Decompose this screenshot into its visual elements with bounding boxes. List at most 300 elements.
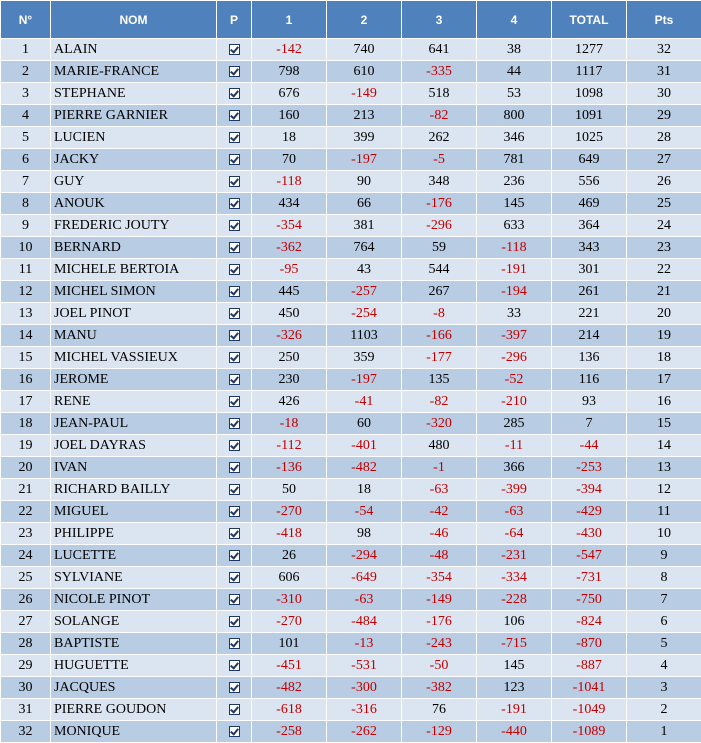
table-row bbox=[1, 281, 701, 303]
points-cell: 9 bbox=[627, 545, 701, 567]
round-1-cell: -418 bbox=[252, 523, 327, 545]
total-cell: 1025 bbox=[552, 127, 627, 149]
checked-checkbox-icon[interactable] bbox=[229, 528, 240, 539]
round-1-cell: 426 bbox=[252, 391, 327, 413]
round-2-cell: 213 bbox=[327, 105, 402, 127]
round-1-cell: -112 bbox=[252, 435, 327, 457]
round-1-cell: -95 bbox=[252, 259, 327, 281]
player-name-cell: MICHEL VASSIEUX bbox=[51, 347, 217, 369]
round-2-cell: 740 bbox=[327, 39, 402, 61]
round-2-cell: 90 bbox=[327, 171, 402, 193]
header-present: P bbox=[217, 1, 252, 39]
checked-checkbox-icon[interactable] bbox=[229, 110, 240, 121]
checked-checkbox-icon[interactable] bbox=[229, 308, 240, 319]
table-row bbox=[1, 501, 701, 523]
total-cell: 136 bbox=[552, 347, 627, 369]
round-4-cell: -210 bbox=[477, 391, 552, 413]
round-4-cell: -334 bbox=[477, 567, 552, 589]
table-row bbox=[1, 633, 701, 655]
header-rank: N° bbox=[1, 1, 51, 39]
table-row bbox=[1, 193, 701, 215]
points-cell: 8 bbox=[627, 567, 701, 589]
round-3-cell: -46 bbox=[402, 523, 477, 545]
total-cell: 7 bbox=[552, 413, 627, 435]
player-name-cell: SOLANGE bbox=[51, 611, 217, 633]
present-cell bbox=[217, 325, 252, 347]
round-1-cell: -326 bbox=[252, 325, 327, 347]
checked-checkbox-icon[interactable] bbox=[229, 660, 240, 671]
table-row bbox=[1, 171, 701, 193]
round-3-cell: -177 bbox=[402, 347, 477, 369]
round-1-cell: -18 bbox=[252, 413, 327, 435]
table-row bbox=[1, 105, 701, 127]
round-1-cell: -310 bbox=[252, 589, 327, 611]
round-2-cell: 98 bbox=[327, 523, 402, 545]
points-cell: 4 bbox=[627, 655, 701, 677]
rank-cell: 31 bbox=[1, 699, 51, 721]
player-name-cell: MIGUEL bbox=[51, 501, 217, 523]
player-name-cell: FREDERIC JOUTY bbox=[51, 215, 217, 237]
player-name-cell: JOEL PINOT bbox=[51, 303, 217, 325]
present-cell bbox=[217, 215, 252, 237]
round-4-cell: -64 bbox=[477, 523, 552, 545]
round-3-cell: -63 bbox=[402, 479, 477, 501]
table-row bbox=[1, 215, 701, 237]
header-round-2: 2 bbox=[327, 1, 402, 39]
round-2-cell: -54 bbox=[327, 501, 402, 523]
round-3-cell: 518 bbox=[402, 83, 477, 105]
round-1-cell: -258 bbox=[252, 721, 327, 743]
round-2-cell: 18 bbox=[327, 479, 402, 501]
total-cell: 1098 bbox=[552, 83, 627, 105]
points-cell: 29 bbox=[627, 105, 701, 127]
present-cell bbox=[217, 501, 252, 523]
present-cell bbox=[217, 413, 252, 435]
round-2-cell: 764 bbox=[327, 237, 402, 259]
points-cell: 17 bbox=[627, 369, 701, 391]
present-cell bbox=[217, 479, 252, 501]
points-cell: 18 bbox=[627, 347, 701, 369]
round-2-cell: 610 bbox=[327, 61, 402, 83]
player-name-cell: MICHEL SIMON bbox=[51, 281, 217, 303]
checked-checkbox-icon[interactable] bbox=[229, 330, 240, 341]
round-2-cell: -484 bbox=[327, 611, 402, 633]
points-cell: 20 bbox=[627, 303, 701, 325]
player-name-cell: ANOUK bbox=[51, 193, 217, 215]
player-name-cell: NICOLE PINOT bbox=[51, 589, 217, 611]
points-cell: 13 bbox=[627, 457, 701, 479]
total-cell: -44 bbox=[552, 435, 627, 457]
round-4-cell: -194 bbox=[477, 281, 552, 303]
points-cell: 7 bbox=[627, 589, 701, 611]
round-3-cell: -1 bbox=[402, 457, 477, 479]
total-cell: 364 bbox=[552, 215, 627, 237]
round-3-cell: -50 bbox=[402, 655, 477, 677]
round-2-cell: 359 bbox=[327, 347, 402, 369]
round-4-cell: -63 bbox=[477, 501, 552, 523]
round-3-cell: 76 bbox=[402, 699, 477, 721]
checked-checkbox-icon[interactable] bbox=[229, 132, 240, 143]
present-cell bbox=[217, 281, 252, 303]
table-row bbox=[1, 589, 701, 611]
round-2-cell: -254 bbox=[327, 303, 402, 325]
round-3-cell: -176 bbox=[402, 193, 477, 215]
points-cell: 5 bbox=[627, 633, 701, 655]
table-row bbox=[1, 721, 701, 743]
table-row bbox=[1, 237, 701, 259]
player-name-cell: MICHELE BERTOIA bbox=[51, 259, 217, 281]
total-cell: 1117 bbox=[552, 61, 627, 83]
checked-checkbox-icon[interactable] bbox=[229, 616, 240, 627]
round-2-cell: -257 bbox=[327, 281, 402, 303]
header-row bbox=[1, 1, 701, 39]
total-cell: 116 bbox=[552, 369, 627, 391]
points-cell: 25 bbox=[627, 193, 701, 215]
round-2-cell: -401 bbox=[327, 435, 402, 457]
round-2-cell: -316 bbox=[327, 699, 402, 721]
round-4-cell: 236 bbox=[477, 171, 552, 193]
rank-cell: 10 bbox=[1, 237, 51, 259]
total-cell: -1089 bbox=[552, 721, 627, 743]
round-4-cell: 38 bbox=[477, 39, 552, 61]
rank-cell: 24 bbox=[1, 545, 51, 567]
total-cell: -253 bbox=[552, 457, 627, 479]
round-1-cell: 450 bbox=[252, 303, 327, 325]
total-cell: -887 bbox=[552, 655, 627, 677]
player-name-cell: MANU bbox=[51, 325, 217, 347]
round-2-cell: 66 bbox=[327, 193, 402, 215]
table-row bbox=[1, 61, 701, 83]
round-2-cell: -262 bbox=[327, 721, 402, 743]
table-row bbox=[1, 413, 701, 435]
round-4-cell: 800 bbox=[477, 105, 552, 127]
points-cell: 6 bbox=[627, 611, 701, 633]
checked-checkbox-icon[interactable] bbox=[229, 66, 240, 77]
present-cell bbox=[217, 61, 252, 83]
checked-checkbox-icon[interactable] bbox=[229, 198, 240, 209]
round-4-cell: -228 bbox=[477, 589, 552, 611]
points-cell: 10 bbox=[627, 523, 701, 545]
round-4-cell: 53 bbox=[477, 83, 552, 105]
round-3-cell: -335 bbox=[402, 61, 477, 83]
round-2-cell: 43 bbox=[327, 259, 402, 281]
table-row bbox=[1, 259, 701, 281]
present-cell bbox=[217, 259, 252, 281]
round-3-cell: -48 bbox=[402, 545, 477, 567]
total-cell: 93 bbox=[552, 391, 627, 413]
table-row bbox=[1, 39, 701, 61]
table-row bbox=[1, 369, 701, 391]
points-cell: 15 bbox=[627, 413, 701, 435]
round-3-cell: 262 bbox=[402, 127, 477, 149]
total-cell: -547 bbox=[552, 545, 627, 567]
total-cell: -750 bbox=[552, 589, 627, 611]
rank-cell: 20 bbox=[1, 457, 51, 479]
total-cell: 343 bbox=[552, 237, 627, 259]
round-4-cell: 123 bbox=[477, 677, 552, 699]
round-2-cell: 399 bbox=[327, 127, 402, 149]
round-3-cell: -149 bbox=[402, 589, 477, 611]
present-cell bbox=[217, 721, 252, 743]
total-cell: 469 bbox=[552, 193, 627, 215]
checked-checkbox-icon[interactable] bbox=[229, 704, 240, 715]
points-cell: 26 bbox=[627, 171, 701, 193]
round-4-cell: 285 bbox=[477, 413, 552, 435]
present-cell bbox=[217, 171, 252, 193]
round-2-cell: -41 bbox=[327, 391, 402, 413]
present-cell bbox=[217, 39, 252, 61]
present-cell bbox=[217, 391, 252, 413]
round-1-cell: -618 bbox=[252, 699, 327, 721]
points-cell: 22 bbox=[627, 259, 701, 281]
round-4-cell: 145 bbox=[477, 193, 552, 215]
player-name-cell: MONIQUE bbox=[51, 721, 217, 743]
player-name-cell: BAPTISTE bbox=[51, 633, 217, 655]
round-2-cell: -482 bbox=[327, 457, 402, 479]
points-cell: 28 bbox=[627, 127, 701, 149]
checked-checkbox-icon[interactable] bbox=[229, 594, 240, 605]
checked-checkbox-icon[interactable] bbox=[229, 286, 240, 297]
rank-cell: 22 bbox=[1, 501, 51, 523]
round-1-cell: 70 bbox=[252, 149, 327, 171]
table-row bbox=[1, 347, 701, 369]
player-name-cell: BERNARD bbox=[51, 237, 217, 259]
checked-checkbox-icon[interactable] bbox=[229, 484, 240, 495]
round-3-cell: -82 bbox=[402, 391, 477, 413]
round-1-cell: -362 bbox=[252, 237, 327, 259]
round-3-cell: 267 bbox=[402, 281, 477, 303]
points-cell: 23 bbox=[627, 237, 701, 259]
total-cell: -824 bbox=[552, 611, 627, 633]
header-round-1: 1 bbox=[252, 1, 327, 39]
table-row bbox=[1, 83, 701, 105]
round-2-cell: -197 bbox=[327, 369, 402, 391]
round-4-cell: -715 bbox=[477, 633, 552, 655]
rank-cell: 1 bbox=[1, 39, 51, 61]
round-1-cell: -270 bbox=[252, 501, 327, 523]
round-3-cell: -82 bbox=[402, 105, 477, 127]
present-cell bbox=[217, 149, 252, 171]
checked-checkbox-icon[interactable] bbox=[229, 726, 240, 737]
total-cell: -870 bbox=[552, 633, 627, 655]
round-1-cell: -136 bbox=[252, 457, 327, 479]
checked-checkbox-icon[interactable] bbox=[229, 550, 240, 561]
header-points: Pts bbox=[627, 1, 701, 39]
table-row bbox=[1, 655, 701, 677]
player-name-cell: RICHARD BAILLY bbox=[51, 479, 217, 501]
rank-cell: 28 bbox=[1, 633, 51, 655]
rank-cell: 25 bbox=[1, 567, 51, 589]
rank-cell: 32 bbox=[1, 721, 51, 743]
round-2-cell: -149 bbox=[327, 83, 402, 105]
round-1-cell: 606 bbox=[252, 567, 327, 589]
points-cell: 11 bbox=[627, 501, 701, 523]
round-4-cell: 106 bbox=[477, 611, 552, 633]
checked-checkbox-icon[interactable] bbox=[229, 418, 240, 429]
table-row bbox=[1, 435, 701, 457]
total-cell: 301 bbox=[552, 259, 627, 281]
player-name-cell: GUY bbox=[51, 171, 217, 193]
rank-cell: 7 bbox=[1, 171, 51, 193]
rank-cell: 6 bbox=[1, 149, 51, 171]
header-name: NOM bbox=[51, 1, 217, 39]
player-name-cell: ALAIN bbox=[51, 39, 217, 61]
total-cell: 221 bbox=[552, 303, 627, 325]
round-3-cell: 544 bbox=[402, 259, 477, 281]
round-4-cell: -399 bbox=[477, 479, 552, 501]
round-1-cell: -270 bbox=[252, 611, 327, 633]
round-2-cell: 381 bbox=[327, 215, 402, 237]
total-cell: -1041 bbox=[552, 677, 627, 699]
round-3-cell: -296 bbox=[402, 215, 477, 237]
points-cell: 19 bbox=[627, 325, 701, 347]
player-name-cell: RENE bbox=[51, 391, 217, 413]
checked-checkbox-icon[interactable] bbox=[229, 682, 240, 693]
rank-cell: 30 bbox=[1, 677, 51, 699]
present-cell bbox=[217, 699, 252, 721]
present-cell bbox=[217, 303, 252, 325]
checked-checkbox-icon[interactable] bbox=[229, 352, 240, 363]
round-4-cell: 633 bbox=[477, 215, 552, 237]
points-cell: 31 bbox=[627, 61, 701, 83]
round-3-cell: -5 bbox=[402, 149, 477, 171]
round-3-cell: -166 bbox=[402, 325, 477, 347]
table-row bbox=[1, 149, 701, 171]
checked-checkbox-icon[interactable] bbox=[229, 220, 240, 231]
round-4-cell: 781 bbox=[477, 149, 552, 171]
round-1-cell: 676 bbox=[252, 83, 327, 105]
table-row bbox=[1, 127, 701, 149]
header-round-3: 3 bbox=[402, 1, 477, 39]
round-2-cell: -300 bbox=[327, 677, 402, 699]
checked-checkbox-icon[interactable] bbox=[229, 440, 240, 451]
total-cell: -430 bbox=[552, 523, 627, 545]
present-cell bbox=[217, 633, 252, 655]
round-4-cell: 346 bbox=[477, 127, 552, 149]
points-cell: 12 bbox=[627, 479, 701, 501]
round-3-cell: -382 bbox=[402, 677, 477, 699]
checked-checkbox-icon[interactable] bbox=[229, 638, 240, 649]
points-cell: 14 bbox=[627, 435, 701, 457]
player-name-cell: JEROME bbox=[51, 369, 217, 391]
total-cell: 1091 bbox=[552, 105, 627, 127]
checked-checkbox-icon[interactable] bbox=[229, 396, 240, 407]
table-row bbox=[1, 479, 701, 501]
table-row bbox=[1, 567, 701, 589]
player-name-cell: PHILIPPE bbox=[51, 523, 217, 545]
round-2-cell: -649 bbox=[327, 567, 402, 589]
rank-cell: 11 bbox=[1, 259, 51, 281]
round-2-cell: -197 bbox=[327, 149, 402, 171]
round-1-cell: 250 bbox=[252, 347, 327, 369]
round-3-cell: -42 bbox=[402, 501, 477, 523]
table-row bbox=[1, 611, 701, 633]
round-4-cell: -296 bbox=[477, 347, 552, 369]
round-3-cell: -8 bbox=[402, 303, 477, 325]
points-cell: 21 bbox=[627, 281, 701, 303]
round-1-cell: 798 bbox=[252, 61, 327, 83]
checked-checkbox-icon[interactable] bbox=[229, 264, 240, 275]
present-cell bbox=[217, 545, 252, 567]
points-cell: 32 bbox=[627, 39, 701, 61]
rank-cell: 18 bbox=[1, 413, 51, 435]
round-1-cell: 230 bbox=[252, 369, 327, 391]
checked-checkbox-icon[interactable] bbox=[229, 44, 240, 55]
table-row bbox=[1, 325, 701, 347]
points-cell: 24 bbox=[627, 215, 701, 237]
checked-checkbox-icon[interactable] bbox=[229, 176, 240, 187]
player-name-cell: JOEL DAYRAS bbox=[51, 435, 217, 457]
checked-checkbox-icon[interactable] bbox=[229, 462, 240, 473]
player-name-cell: LUCETTE bbox=[51, 545, 217, 567]
present-cell bbox=[217, 237, 252, 259]
rank-cell: 16 bbox=[1, 369, 51, 391]
present-cell bbox=[217, 589, 252, 611]
checked-checkbox-icon[interactable] bbox=[229, 242, 240, 253]
player-name-cell: HUGUETTE bbox=[51, 655, 217, 677]
player-name-cell: STEPHANE bbox=[51, 83, 217, 105]
checked-checkbox-icon[interactable] bbox=[229, 572, 240, 583]
rank-cell: 4 bbox=[1, 105, 51, 127]
rank-cell: 15 bbox=[1, 347, 51, 369]
points-cell: 30 bbox=[627, 83, 701, 105]
rank-cell: 12 bbox=[1, 281, 51, 303]
header-total: TOTAL bbox=[552, 1, 627, 39]
rank-cell: 23 bbox=[1, 523, 51, 545]
present-cell bbox=[217, 611, 252, 633]
present-cell bbox=[217, 567, 252, 589]
round-4-cell: 33 bbox=[477, 303, 552, 325]
round-2-cell: -13 bbox=[327, 633, 402, 655]
present-cell bbox=[217, 655, 252, 677]
round-3-cell: 348 bbox=[402, 171, 477, 193]
checked-checkbox-icon[interactable] bbox=[229, 154, 240, 165]
player-name-cell: JACQUES bbox=[51, 677, 217, 699]
total-cell: 649 bbox=[552, 149, 627, 171]
rank-cell: 2 bbox=[1, 61, 51, 83]
player-name-cell: PIERRE GARNIER bbox=[51, 105, 217, 127]
total-cell: 556 bbox=[552, 171, 627, 193]
rank-cell: 5 bbox=[1, 127, 51, 149]
checked-checkbox-icon[interactable] bbox=[229, 88, 240, 99]
total-cell: -429 bbox=[552, 501, 627, 523]
checked-checkbox-icon[interactable] bbox=[229, 506, 240, 517]
round-2-cell: -63 bbox=[327, 589, 402, 611]
checked-checkbox-icon[interactable] bbox=[229, 374, 240, 385]
round-4-cell: -52 bbox=[477, 369, 552, 391]
round-2-cell: 1103 bbox=[327, 325, 402, 347]
round-4-cell: -397 bbox=[477, 325, 552, 347]
round-4-cell: 145 bbox=[477, 655, 552, 677]
round-1-cell: 160 bbox=[252, 105, 327, 127]
round-3-cell: 480 bbox=[402, 435, 477, 457]
round-3-cell: -320 bbox=[402, 413, 477, 435]
round-1-cell: -354 bbox=[252, 215, 327, 237]
rank-cell: 19 bbox=[1, 435, 51, 457]
round-4-cell: -11 bbox=[477, 435, 552, 457]
points-cell: 2 bbox=[627, 699, 701, 721]
present-cell bbox=[217, 347, 252, 369]
points-cell: 16 bbox=[627, 391, 701, 413]
present-cell bbox=[217, 457, 252, 479]
present-cell bbox=[217, 677, 252, 699]
present-cell bbox=[217, 523, 252, 545]
round-1-cell: 50 bbox=[252, 479, 327, 501]
round-1-cell: -482 bbox=[252, 677, 327, 699]
present-cell bbox=[217, 435, 252, 457]
round-4-cell: 44 bbox=[477, 61, 552, 83]
round-4-cell: -191 bbox=[477, 259, 552, 281]
